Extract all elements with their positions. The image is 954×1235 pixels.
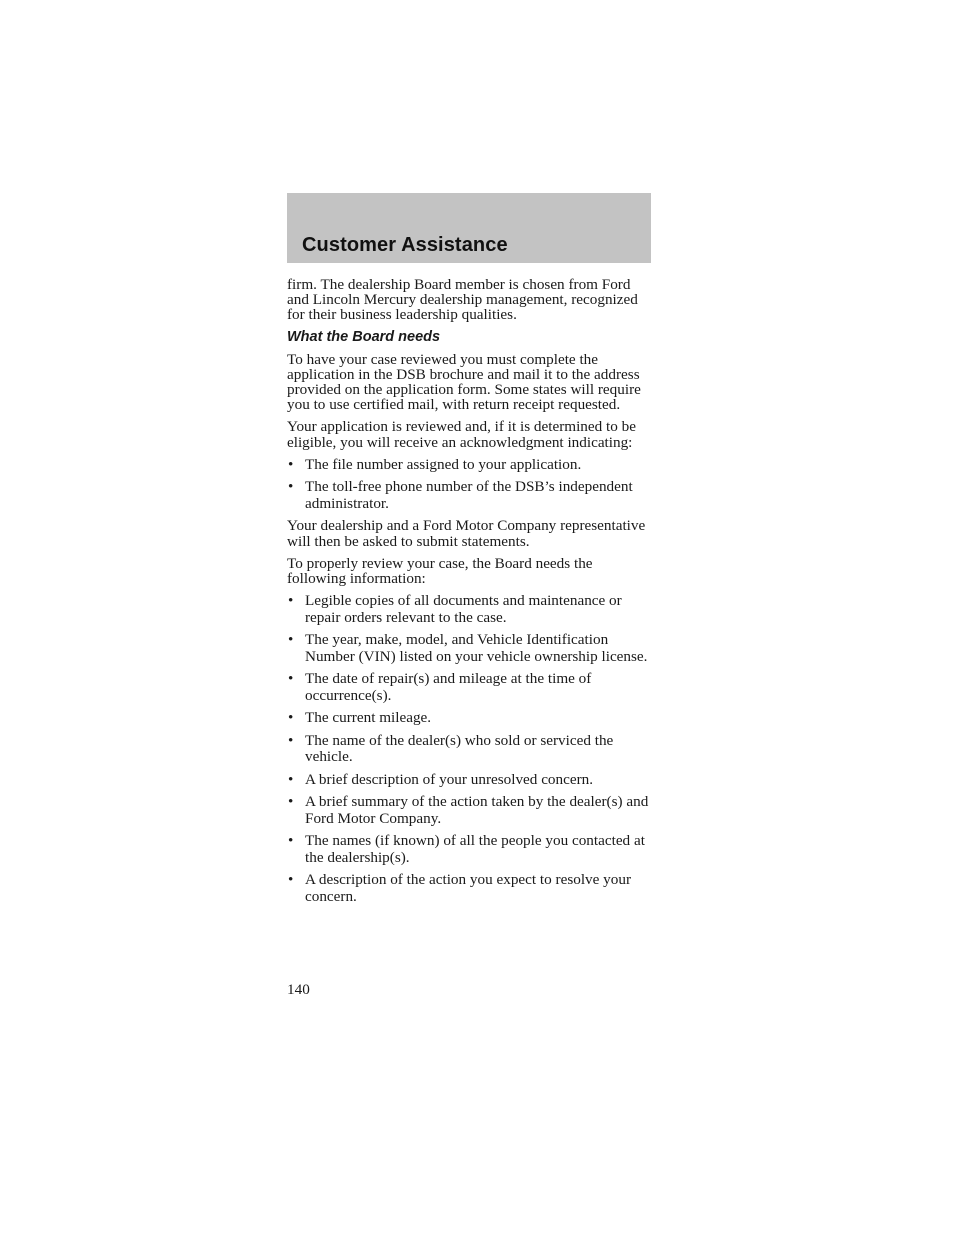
page-number: 140: [287, 981, 310, 998]
subsection-heading: What the Board needs: [287, 328, 441, 345]
page-content: [287, 277, 651, 911]
paragraph-information: To properly review your case, the Board needs the following information:: [287, 554, 593, 587]
list-item-text: The file number assigned to your application.: [305, 455, 582, 473]
list-item-text: A brief description of your unresolved concern.: [305, 770, 594, 788]
list-item-text: The date of repair(s) and mileage at the time of occurrence(s).: [305, 670, 592, 704]
bullet-icon: •: [288, 631, 294, 649]
list-item-text: A brief summary of the action taken by the dealer(s) and Ford Motor Company.: [305, 793, 649, 827]
list-item-text: A description of the action you expect to resolve your concern.: [305, 871, 632, 905]
bullet-icon: •: [288, 832, 294, 850]
bullet-icon: •: [288, 592, 294, 610]
list-item: [287, 872, 651, 905]
paragraph-application: To have your case reviewed you must complete the application in the DSB brochure and mail it to the address provided on the application form. Some states will require you to use certified mail, with return receipt requested.: [287, 350, 641, 414]
list-item: [287, 593, 651, 626]
information-list: [287, 593, 651, 905]
paragraph-statements: Your dealership and a Ford Motor Company representative will then be asked to submit statements.: [287, 517, 646, 550]
bullet-icon: •: [288, 670, 294, 688]
bullet-icon: •: [288, 709, 294, 727]
list-item-text: The current mileage.: [305, 709, 432, 727]
bullet-icon: •: [288, 770, 294, 788]
intro-paragraph: firm. The dealership Board member is chosen from Ford and Lincoln Mercury dealership management, recognized for their business leadership qualities.: [287, 276, 638, 324]
list-item-text: The name of the dealer(s) who sold or serviced the vehicle.: [305, 731, 614, 766]
list-item: [287, 632, 651, 665]
bullet-icon: •: [288, 731, 294, 749]
bullet-icon: •: [288, 478, 294, 496]
list-item: [287, 833, 651, 866]
list-item: [287, 772, 651, 789]
section-title: Customer Assistance: [302, 234, 508, 256]
list-item-text: The year, make, model, and Vehicle Identification Number (VIN) listed on your vehicle ownership license.: [305, 631, 648, 665]
bullet-icon: •: [288, 455, 294, 473]
list-item: [287, 794, 651, 827]
list-item-text: The names (if known) of all the people you contacted at the dealership(s).: [305, 832, 645, 866]
list-item: [287, 710, 651, 727]
list-item: [287, 733, 651, 766]
section-header-bar: [287, 193, 651, 263]
bullet-icon: •: [288, 793, 294, 811]
list-item-text: The toll-free phone number of the DSB’s independent administrator.: [305, 478, 633, 512]
list-item: [287, 479, 651, 512]
bullet-icon: •: [288, 871, 294, 889]
acknowledgment-list: [287, 457, 651, 513]
list-item: [287, 457, 651, 474]
list-item: [287, 671, 651, 704]
paragraph-review: Your application is reviewed and, if it is determined to be eligible, you will receive an acknowledgment indicating:: [287, 418, 636, 451]
list-item-text: Legible copies of all documents and maintenance or repair orders relevant to the case.: [305, 592, 622, 626]
